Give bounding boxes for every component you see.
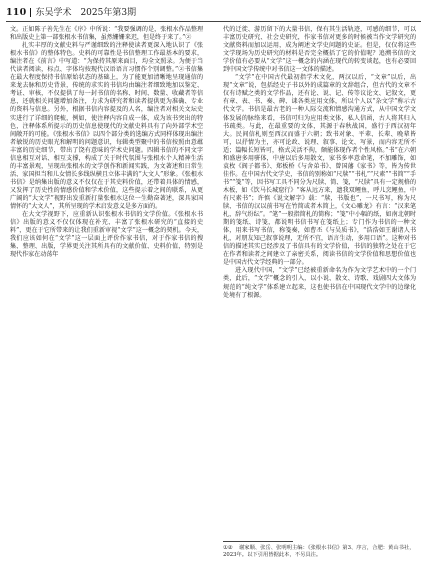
paragraph: 扎实丰厚的文献史料与严谨细致的注释使读者更深入地认识了《张根水书信》的整体特色。史料的可靠性是书信整理工作最基本的要求，编注者在《前言》中写道：“为保持其原来面目，均全文照录。为便于当代读者阅读，标点、字体均按现代汉语语言习惯作个别调整。”②书信集在最大程度保持书信原始状态的基础上，为了能更加清晰地呈现通信的来龙去脉和历史背景，传统的求实的书信均由编注者细致地加以鉴定、考证、审核，不仅提供了每一封书信的名称、时间、数量、收藏者等信息，还就相关问题增加备注，力求为研究者和读者提供更为准确、专业的资料与信息。另外，根据书信内容提及的人名，编注者对相关文坛史实进行了详细的爬梳，例如，使注释内容自成一体，成为该书突出的特色，注释体系所提示的历史信息使现代的文献史料具有了向外部学术空间敞开的可能。《张根水书信》以四个部分类的选编方式同样体现出编注者敏锐的历史眼光和解明的问题意识，每辑类型聚中的书信按照由意蕴丰富的历史细节，带出了饶有意味的学术史问题。四辑书信的不同文字信息相互对话、相互支撑，构成了关于时代氛围与张根水个人精神生活的丰富景观，呈现出张根水的文学创作和新闻实践，为文著述和日常生活、家国担当和儿女情长多线纵横且立体丰满的“大文人”形象。《张根水书信》是纳集出版的意义不仅仅在于其史料价值，还带着具体的情感，又发挥了历史性的情感价值和学术价值，这些提示着之间的联系，从更广阔的“大文学”视野出发重新打量张根水这位一生勤奋著述，深具家国情怀的“大文人”，其所呈现的学术启发意义是多方面的。	[10, 42, 203, 211]
footnote-number: ①②	[223, 545, 233, 551]
footnote-rule	[223, 541, 293, 542]
paragraph: 代的迁徙、游历留下的大量书信，保有其生活轨迹，可感的细节，可以丰富历史研究、社会史研究，作家书信对更多的时候被当作文学研究的文献资料而加以运用，成为阐述文学史问题的史证。但是，仅仅将这些文学现场为历史研究的材料是否完全概括了它的价值呢？追溯书信的文学价值有必要从“文学”这一概念的内涵在现代的转变谈起，也有必要回到中国文学传统中对书信这一文体的描述。	[223, 26, 416, 74]
footnote-text: 谢家顺、张岳、张明明主编：《张根水书信》第3、序言，合肥：黄山书社，2023年。以下引用皆据此本，不另具注。	[223, 545, 415, 559]
right-column	[223, 26, 416, 300]
running-header	[6, 5, 136, 19]
page-number: 110	[6, 7, 27, 18]
paragraph: 文。正如陈子善先生在《序》中所说：“我要强调的是，张根水作品整理和出版史上第一部张根水书信集，虽然姗姗来迟，但是终于来了。”②	[10, 26, 203, 42]
footnote	[223, 545, 416, 559]
header-rule	[6, 21, 421, 22]
paragraph: “文学”在中国古代最初指学术文化，两汉以后，“文章”以后，出现“文章”说，包括经史子书以外的成篇章的文辞组合，但古代的文章不仅有诗赋之类的文学作品，还有论、说、记、传等议论文、记叙文，更有章、表、书、奏、碑、诔各类应用文体，所以个人以“杂文学”称示古代文学。书信是最古老的一种人际交流和情感沟通方式，从中国文学文体发展的脉络来看，书信可归为应用类文体，私人信函，古人将其归入书疏类。与此，在最重要的文体，其源于春秋战国，盛行于西汉初年大。民间信札则至西汉而盛于六朝；致书对象、平辈、长辈、晚辈皆可，以抒情为主，亦可论政、说理、叙事、论文、写景，而内容无所不适；篇幅长短皆可，格式灵活不拘，颇能体现作者个性风格。”书“在六朝和盛唐多用骈体，中唐以后多用散文，家书多率意命笔，不加雕饰，如袁枚《阆子都书》、郑板桥《与舍弟书》、曾国藩《家书》等，皆为传世佳作。在中国古代文学史，书信的别称如“尺牍”“书札”“尺素”“书简”“手书”“笺”等，因书写工具不同分为尺牍、简、笺，“尺牍”具有一定规格的木板，如《饮马长城窟行》“客从远方来，遗我双鲤鱼，呼儿烹鲤鱼，中有尺素书”；许慎《说文解字》载：“牍，书版也”，一尺书写，称为尺牍、书信的汉以前书写在竹简或者木简上，《文心雕龙》有言：“汉来笔札，辞气纷纭”。“笔”一般指简札的简称；“笺”中小幅的纸，如南北朝时期的笺纸、诗笺，都说明书信书写在笺纸上；专门作为书信的一种文体，用来书写书信，称笺奏，如曹丕《与吴质书》，“浩浩如王谢诸人书札，对朋友知己叙事说理，无所不宜，语言生动，多用口语”。这种对书信的描述其实已经涉及了书信具有的文学价值，书信的独特之处在于它在作者和读者之间建立了亲密关系，阅读书信的文学价值和思想价值也是中国古代文学经典的一部分。	[223, 74, 416, 267]
left-column	[10, 26, 203, 259]
journal-title: 东吴学术 2025年第3期	[35, 8, 137, 18]
paragraph: 进入现代中国，“文学”已经被重新命名为作为文学艺术中的一个门类，此后，“文学”概念的引入，以小说、散文、诗歌、戏剧四大文体为规范的“纯文学”体系建立起来，这也使书信在中国现代文学中的边缘化处境有了根源。	[223, 267, 416, 299]
paragraph: 在大文学视野下，应重新认识张根水书信的文学价值。《张根水书信》出版的意义不仅仅体现在补充、丰富了张根水研究的“直接的史料”，更在于它所带来的让我们重新审视“文学”这一概念的契机。今天，我们应该如何在“文学”这一层面上评价作家书信，对于作家书信的搜集、整理、出版，学界更关注其所具有的文献价值、史料价值，特别是现代作家在动荡年	[10, 211, 203, 259]
header-separator	[30, 8, 31, 17]
